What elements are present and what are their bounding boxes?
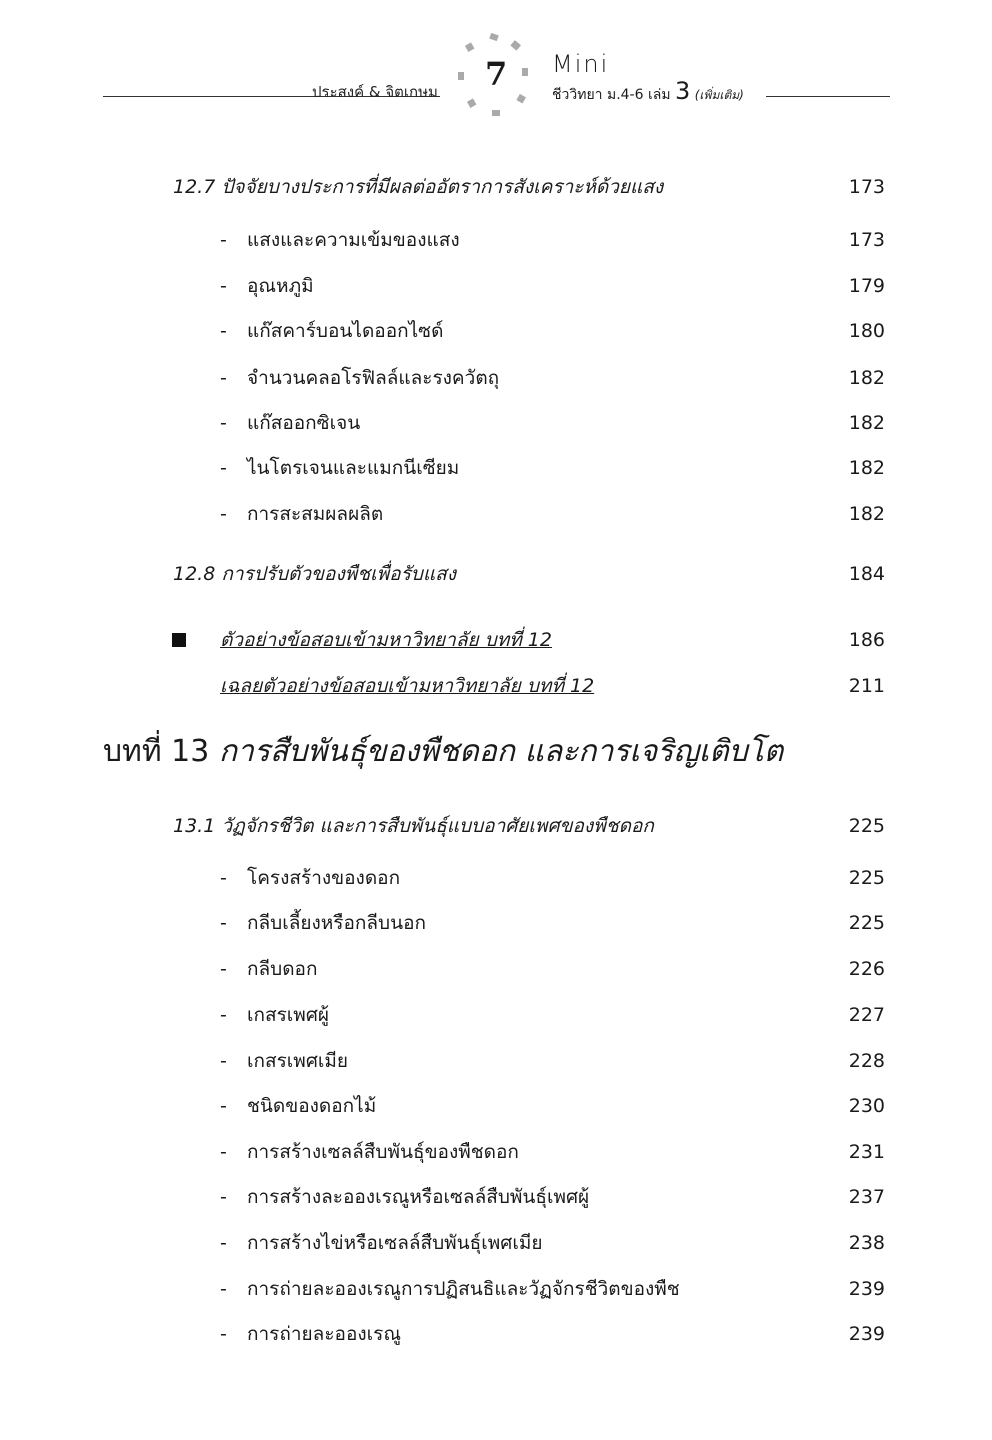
header-rule-right [766, 96, 890, 97]
entry-title: การถ่ายละอองเรณูการปฏิสนธิและวัฏจักรชีวิตของพืช [247, 1278, 680, 1300]
chapter-label: บทที่ [103, 734, 162, 769]
header-book-title: ชีววิทยา ม.4-6 เล่ม [552, 87, 671, 103]
entry-page: 228 [848, 1050, 885, 1072]
toc-entry[interactable] [0, 1091, 992, 1121]
dash: - [220, 1004, 227, 1026]
entry-page: 237 [848, 1186, 885, 1208]
entry-title: ตัวอย่างข้อสอบเข้ามหาวิทยาลัย บทที่ 12 [220, 629, 552, 651]
entry-title: 12.7 ปัจจัยบางประการที่มีผลต่ออัตราการสังเคราะห์ด้วยแสง [173, 176, 664, 198]
dash: - [220, 275, 227, 297]
dash: - [220, 1323, 227, 1345]
toc-entry[interactable] [0, 1046, 992, 1076]
entry-title: แก๊สคาร์บอนไดออกไซด์ [247, 320, 444, 342]
toc-entry[interactable] [0, 271, 992, 301]
entry-title: อุณหภูมิ [247, 275, 314, 297]
entry-title: กลีบดอก [247, 958, 318, 980]
dash: - [220, 958, 227, 980]
chapter-number: 13 [171, 734, 210, 769]
entry-title: การสร้างเซลล์สืบพันธุ์ของพืชดอก [247, 1141, 519, 1163]
entry-title: เกสรเพศเมีย [247, 1050, 349, 1072]
entry-page: 173 [848, 229, 885, 251]
chapter-heading [103, 728, 783, 775]
entry-page: 225 [848, 815, 885, 837]
dash: - [220, 229, 227, 251]
entry-page: 238 [848, 1232, 885, 1254]
toc-entry[interactable] [0, 1137, 992, 1167]
entry-page: 239 [848, 1278, 885, 1300]
entry-page: 239 [848, 1323, 885, 1345]
entry-title: กลีบเลี้ยงหรือกลีบนอก [247, 912, 427, 934]
entry-page: 182 [848, 503, 885, 525]
entry-title: แก๊สออกซิเจน [247, 412, 361, 434]
toc-entry[interactable] [0, 1319, 992, 1349]
entry-page: 230 [848, 1095, 885, 1117]
entry-title: เฉลยตัวอย่างข้อสอบเข้ามหาวิทยาลัย บทที่ 12 [220, 675, 595, 697]
header-brand: Mini [552, 50, 610, 78]
chapter-title: การสืบพันธุ์ของพืชดอก และการเจริญเติบโต [218, 734, 784, 769]
toc-entry[interactable] [0, 499, 992, 529]
entry-page: 184 [848, 563, 885, 585]
toc-entry[interactable] [0, 908, 992, 938]
dash: - [220, 867, 227, 889]
entry-title: การสร้างละอองเรณูหรือเซลล์สืบพันธุ์เพศผู้ [247, 1186, 590, 1208]
toc-entry[interactable] [0, 1228, 992, 1258]
dash: - [220, 1095, 227, 1117]
entry-page: 180 [848, 320, 885, 342]
entry-page: 211 [848, 675, 885, 697]
square-bullet-icon [172, 633, 186, 647]
toc-entry[interactable] [0, 954, 992, 984]
entry-title: การสะสมผลผลิต [247, 503, 384, 525]
dash: - [220, 1050, 227, 1072]
entry-title: จำนวนคลอโรฟิลล์และรงควัตถุ [247, 367, 500, 389]
header-volume: 3 [675, 77, 691, 105]
dash: - [220, 912, 227, 934]
entry-page: 231 [848, 1141, 885, 1163]
entry-page: 227 [848, 1004, 885, 1026]
dash: - [220, 412, 227, 434]
toc-entry[interactable] [0, 811, 992, 841]
entry-title: แสงและความเข้มของแสง [247, 229, 460, 251]
toc-entry[interactable] [0, 225, 992, 255]
entry-page: 182 [848, 457, 885, 479]
toc-entry[interactable] [0, 559, 992, 589]
entry-title: ไนโตรเจนและแมกนีเซียม [247, 457, 460, 479]
entry-page: 186 [848, 629, 885, 651]
dash: - [220, 1186, 227, 1208]
entry-title: 13.1 วัฏจักรชีวิต และการสืบพันธุ์แบบอาศัยเพศของพืชดอก [173, 815, 654, 837]
toc-entry[interactable] [0, 863, 992, 893]
entry-title: เกสรเพศผู้ [247, 1004, 330, 1026]
dash: - [220, 457, 227, 479]
dash: - [220, 1232, 227, 1254]
toc-entry[interactable] [0, 1274, 992, 1304]
entry-title: ชนิดของดอกไม้ [247, 1095, 377, 1117]
header-edition: (เพิ่มเติม) [694, 88, 744, 102]
entry-page: 226 [848, 958, 885, 980]
toc-entry[interactable] [0, 172, 992, 202]
toc-entry-exam[interactable] [0, 671, 992, 701]
header-authors: ประสงค์ & จิตเกษม [312, 83, 438, 101]
dash: - [220, 503, 227, 525]
dash: - [220, 1278, 227, 1300]
dash: - [220, 367, 227, 389]
entry-title: การสร้างไข่หรือเซลล์สืบพันธุ์เพศเมีย [247, 1232, 543, 1254]
dash: - [220, 1141, 227, 1163]
entry-page: 173 [848, 176, 885, 198]
entry-title: 12.8 การปรับตัวของพืชเพื่อรับแสง [173, 563, 456, 585]
entry-title: โครงสร้างของดอก [247, 867, 401, 889]
header-book [552, 77, 744, 106]
toc-entry[interactable] [0, 316, 992, 346]
dash: - [220, 320, 227, 342]
toc-entry[interactable] [0, 453, 992, 483]
toc-entry-exam[interactable] [0, 625, 992, 655]
entry-page: 182 [848, 367, 885, 389]
toc-entry[interactable] [0, 363, 992, 393]
entry-page: 225 [848, 912, 885, 934]
page-number: 7 [485, 55, 508, 93]
entry-page: 225 [848, 867, 885, 889]
entry-page: 182 [848, 412, 885, 434]
toc-entry[interactable] [0, 408, 992, 438]
toc-entry[interactable] [0, 1000, 992, 1030]
toc-entry[interactable] [0, 1182, 992, 1212]
entry-title: การถ่ายละอองเรณู [247, 1323, 401, 1345]
entry-page: 179 [848, 275, 885, 297]
